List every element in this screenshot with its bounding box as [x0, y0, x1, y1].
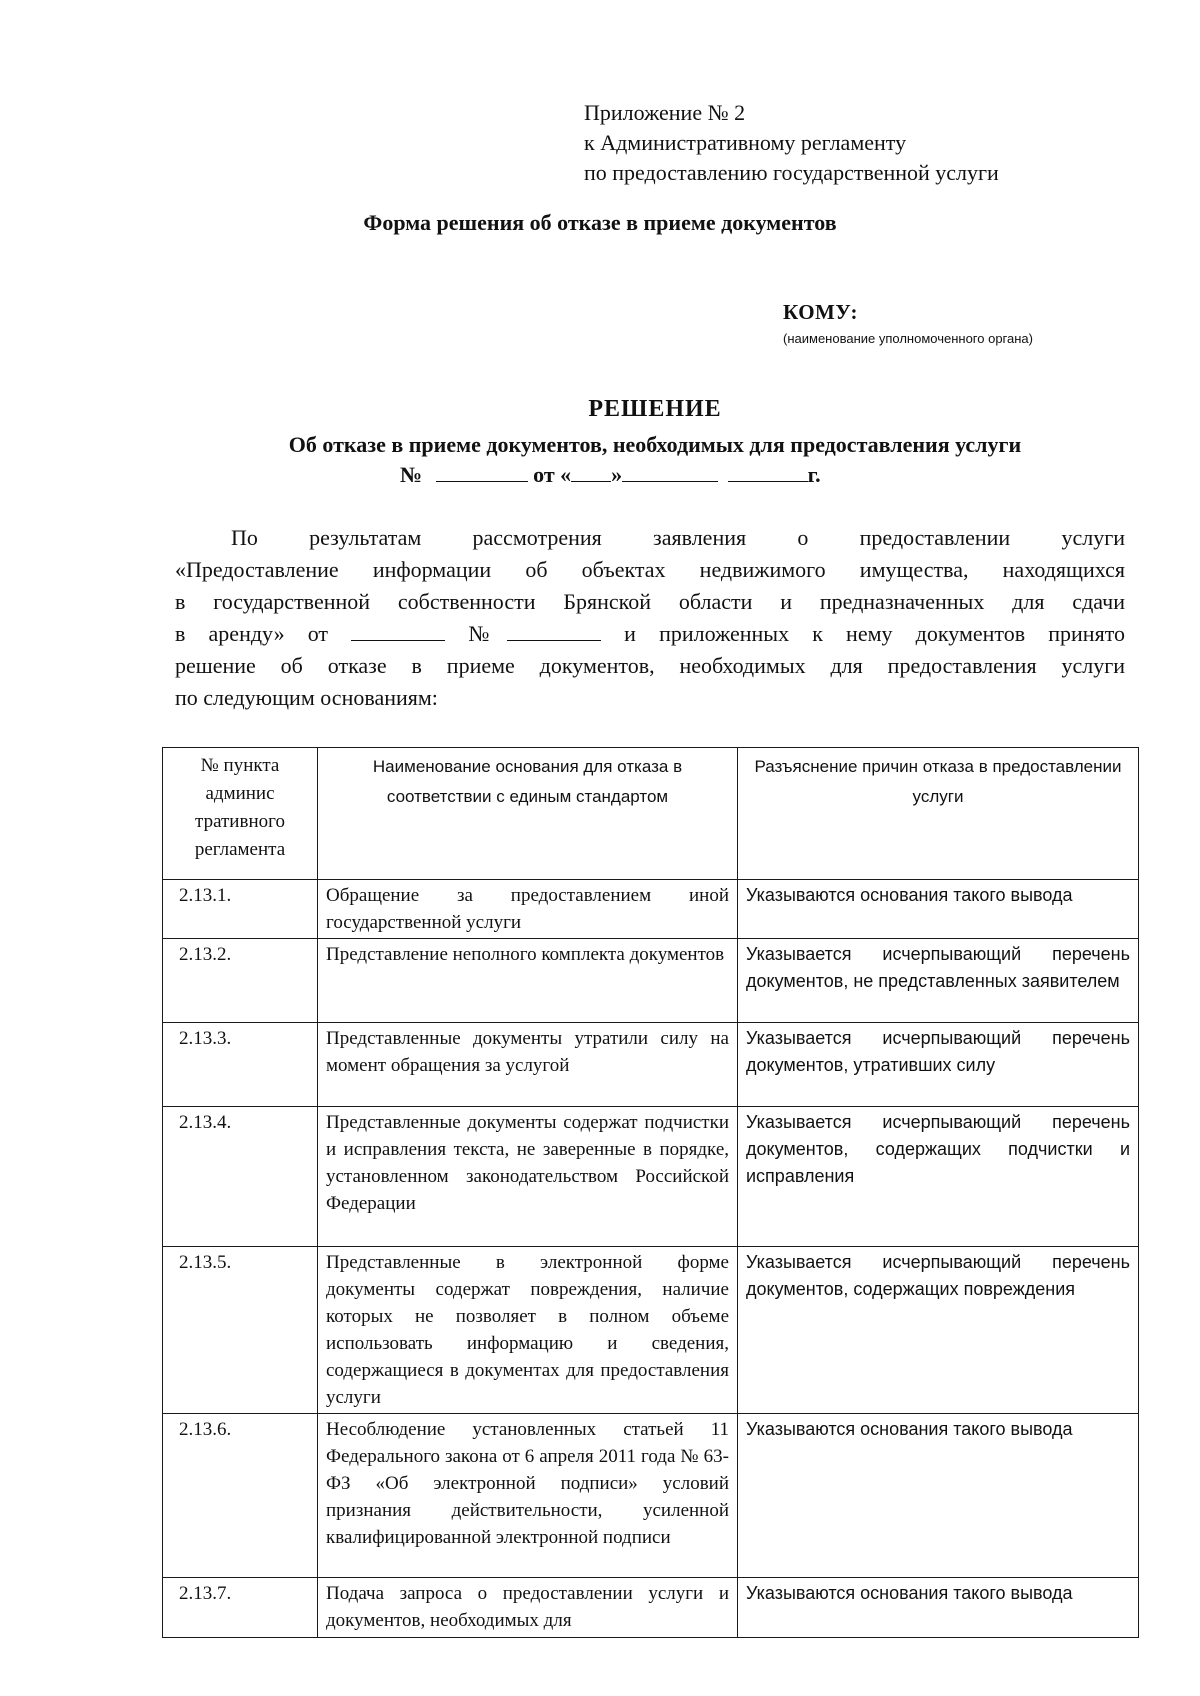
row-ground: Представленные документы содержат подчистки и исправления текста, не заверенные в порядке, установленном законодательством Российской Федерации	[318, 1107, 738, 1247]
row-explanation: Указываются основания такого вывода	[738, 1578, 1139, 1638]
row-ground: Представленные документы утратили силу на момент обращения за услугой	[318, 1023, 738, 1107]
intro-line-4-part-b: №	[468, 621, 508, 646]
row-ground: Представленные в электронной форме документы содержат повреждения, наличие которых не позволяет в полном объеме использовать информацию и сведения, содержащиеся в документах для предоставления услуги	[318, 1247, 738, 1414]
number-sign: №	[400, 462, 423, 487]
row-ground: Подача запроса о предоставлении услуги и документов, необходимых для	[318, 1578, 738, 1638]
row-clause-number: 2.13.4.	[163, 1107, 318, 1247]
table-row	[163, 1414, 1139, 1578]
row-explanation: Указывается исчерпывающий перечень документов, утративших силу	[738, 1023, 1139, 1107]
addressee-note: (наименование уполномоченного органа)	[783, 331, 1033, 346]
intro-line-3: в государственной собственности Брянской области и предназначенных для сдачи	[175, 589, 1125, 614]
row-clause-number: 2.13.5.	[163, 1247, 318, 1414]
row-explanation: Указывается исчерпывающий перечень документов, содержащих подчистки и исправления	[738, 1107, 1139, 1247]
table-row	[163, 939, 1139, 1023]
table-row	[163, 880, 1139, 939]
month-blank	[622, 463, 718, 482]
row-clause-number: 2.13.6.	[163, 1414, 318, 1578]
row-explanation: Указывается исчерпывающий перечень документов, содержащих повреждения	[738, 1247, 1139, 1414]
intro-line-4-part-c: и приложенных к нему документов принято	[624, 621, 1126, 646]
table-row	[163, 1247, 1139, 1414]
appendix-line-3: по предоставлению государственной услуги	[584, 160, 999, 185]
row-clause-number: 2.13.3.	[163, 1023, 318, 1107]
row-explanation: Указываются основания такого вывода	[738, 1414, 1139, 1578]
header-explanation: Разъяснение причин отказа в предоставлении услуги	[738, 748, 1139, 880]
appendix-line-2: к Административному регламенту	[584, 130, 907, 155]
header-ground-name: Наименование основания для отказа в соответствии с единым стандартом	[318, 748, 738, 880]
addressee-block	[783, 300, 1033, 346]
row-clause-number: 2.13.1.	[163, 880, 318, 939]
intro-line-6: по следующим основаниям:	[175, 685, 438, 710]
row-clause-number: 2.13.7.	[163, 1578, 318, 1638]
date-close-quote: »	[611, 462, 623, 487]
year-blank	[728, 463, 808, 482]
row-ground: Обращение за предоставлением иной государственной услуги	[318, 880, 738, 939]
decision-number-line	[400, 462, 821, 488]
intro-line-4	[175, 618, 1125, 650]
intro-line-2: «Предоставление информации об объектах недвижимого имущества, находящихся	[175, 557, 1125, 582]
application-date-blank	[351, 622, 445, 641]
number-blank	[436, 463, 528, 482]
day-blank	[571, 463, 611, 482]
date-from-label: от «	[533, 462, 572, 487]
row-ground: Представление неполного комплекта документов	[318, 939, 738, 1023]
table-row	[163, 1578, 1139, 1638]
intro-line-4-part-a: в аренду» от	[175, 621, 329, 646]
intro-line-1: По результатам рассмотрения заявления о предоставлении услуги	[231, 525, 1125, 550]
decision-subtitle: Об отказе в приеме документов, необходимых для предоставления услуги	[288, 432, 1022, 457]
addressee-label: КОМУ:	[783, 300, 858, 324]
table-row	[163, 1107, 1139, 1247]
table-header-row	[163, 748, 1139, 880]
refusal-grounds-table	[162, 747, 1139, 1638]
row-explanation: Указываются основания такого вывода	[738, 880, 1139, 939]
table-row	[163, 1023, 1139, 1107]
decision-title: РЕШЕНИЕ	[588, 396, 722, 422]
application-number-blank	[507, 622, 601, 641]
form-title: Форма решения об отказе в приеме документов	[363, 210, 837, 235]
appendix-line-1: Приложение № 2	[584, 100, 746, 125]
row-clause-number: 2.13.2.	[163, 939, 318, 1023]
row-ground: Несоблюдение установленных статьей 11 Федерального закона от 6 апреля 2011 года № 63-ФЗ «Об электронной подписи» условий признания действительности, усиленной квалифицированной электронной подписи	[318, 1414, 738, 1578]
header-clause-number: № пункта админис тративного регламента	[163, 748, 318, 880]
intro-paragraph	[175, 522, 1125, 714]
row-explanation: Указывается исчерпывающий перечень документов, не представленных заявителем	[738, 939, 1139, 1023]
intro-line-5: решение об отказе в приеме документов, необходимых для предоставления услуги	[175, 653, 1125, 678]
appendix-header	[584, 98, 999, 188]
year-suffix: г.	[807, 462, 821, 487]
